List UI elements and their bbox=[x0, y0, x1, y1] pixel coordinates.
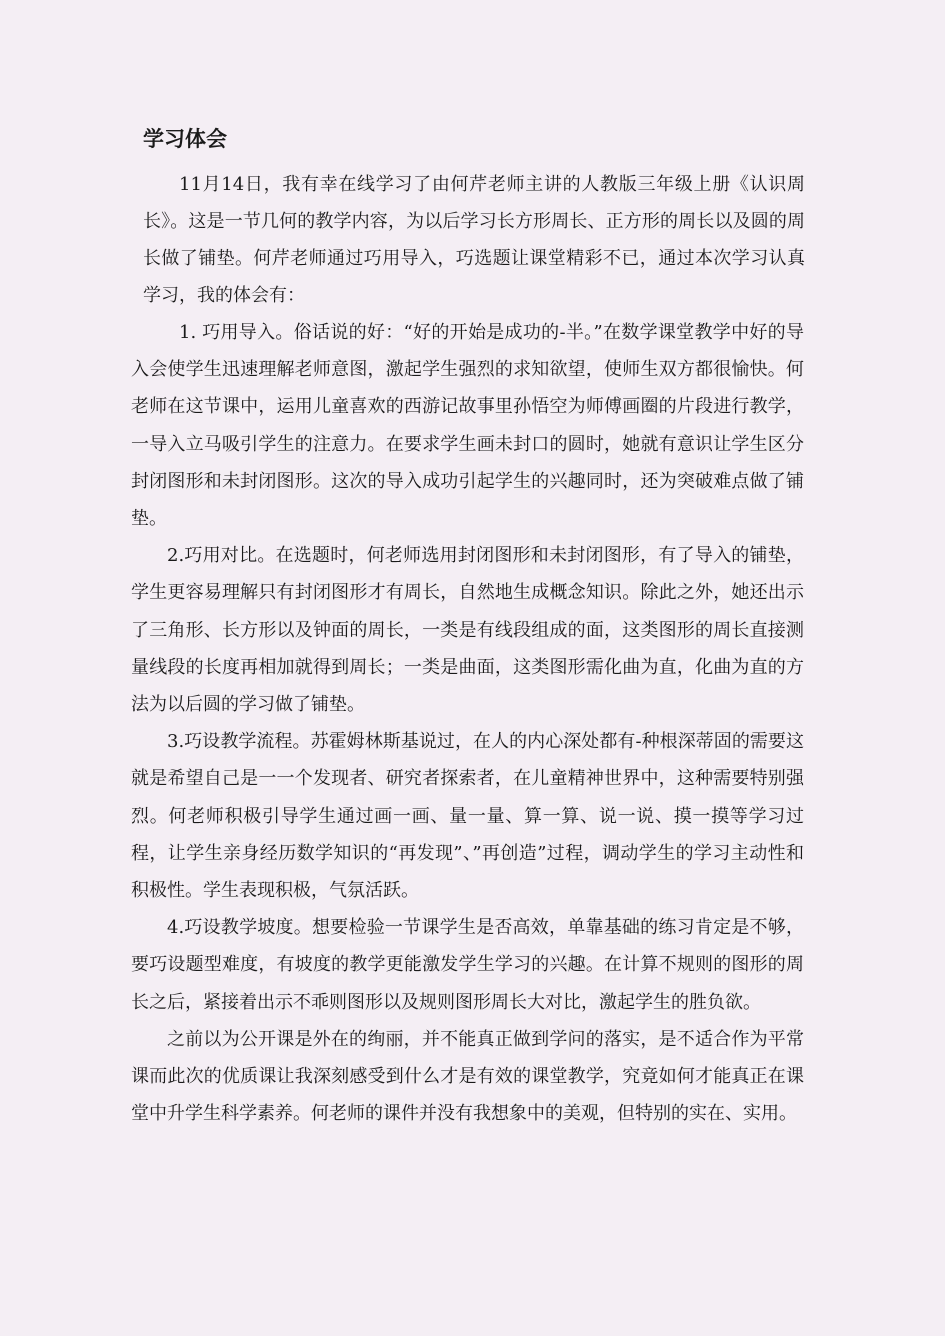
paragraph-5: 之前以为公开课是外在的绚丽，并不能真正做到学问的落实，是不适合作为平常课而此次的优质课让我深刻感受到什么才是有效的课堂教学，究竟如何才能真正在课堂中升学生科学素养。何老师的课件并没有我想象中的美观，但特别的实在、实用。 bbox=[131, 1028, 804, 1125]
paragraph-2: 2.巧用对比。在选题时，何老师选用封闭图形和未封闭图形，有了导入的铺垫，学生更容易理解只有封闭图形才有周长，自然地生成概念知识。除此之外，她还出示了三角形、长方形以及钟面的周长，一类是有线段组成的面，这类图形的周长直接测量线段的长度再相加就得到周长；一类是曲面，这类图形需化曲为直，化曲为直的方法为以后圆的学习做了铺垫。 bbox=[131, 545, 804, 716]
intro-paragraph: 11月14日，我有幸在线学习了由何芹老师主讲的人教版三年级上册《认识周长》。这是一节几何的教学内容，为以后学习长方形周长、正方形的周长以及圆的周长做了铺垫。何芹老师通过巧用导入，巧选题让课堂精彩不已，通过本次学习认真学习，我的体会有： bbox=[143, 174, 805, 306]
document-title: 学习体会 bbox=[143, 127, 227, 151]
paragraph-1: 1. 巧用导入。俗话说的好：“好的开始是成功的-半。”在数学课堂教学中好的导入会使学生迅速理解老师意图，激起学生强烈的求知欲望，使师生双方都很愉快。何老师在这节课中，运用儿童喜欢的西游记故事里孙悟空为师傅画圈的片段进行教学，一导入立马吸引学生的注意力。在要求学生画未封口的圆时，她就有意识让学生区分封闭图形和未封闭图形。这次的导入成功引起学生的兴趣同时，还为突破难点做了铺垫。 bbox=[131, 322, 804, 530]
paragraph-3: 3.巧设教学流程。苏霍姆林斯基说过，在人的内心深处都有-种根深蒂固的需要这就是希望自己是一一个发现者、研究者探索者，在儿童精神世界中，这种需要特别强烈。何老师积极引导学生通过画一画、量一量、算一算、说一说、摸一摸等学习过程，让学生亲身经历数学知识的“再发现”、”再创造”过程，调动学生的学习主动性和积极性。学生表现积极，气氛活跃。 bbox=[131, 731, 804, 902]
paragraph-4: 4.巧设教学坡度。想要检验一节课学生是否高效，单靠基础的练习肯定是不够，要巧设题型难度，有坡度的教学更能激发学生学习的兴趣。在计算不规则的图形的周长之后，紧接着出示不乖则图形以及规则图形周长大对比，激起学生的胜负欲。 bbox=[131, 917, 804, 1013]
document-body bbox=[131, 314, 804, 1132]
